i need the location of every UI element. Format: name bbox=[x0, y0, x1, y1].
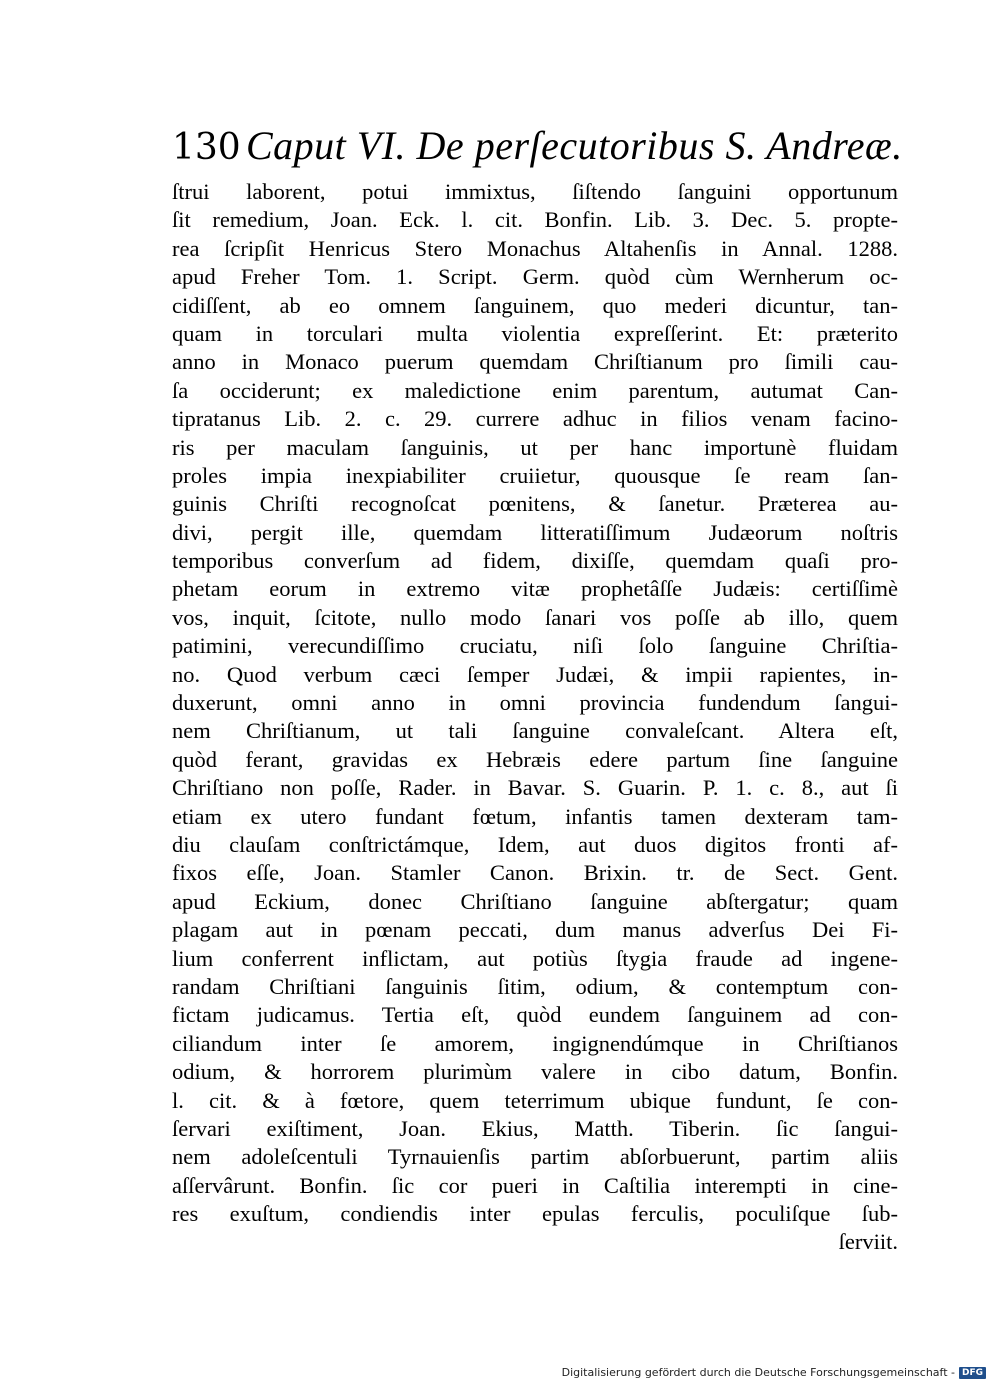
text-line: aſſervârunt. Bonfin. ſic cor pueri in Caſtilia interempti in cine- bbox=[172, 1172, 898, 1198]
text-line: ſervari exiſtiment, Joan. Ekius, Matth. Tiberin. ſic ſangui- bbox=[172, 1115, 898, 1141]
page-header bbox=[172, 122, 903, 170]
body-text bbox=[172, 178, 898, 1257]
text-line: apud Eckium, donec Chriſtiano ſanguine abſtergatur; quam bbox=[172, 888, 898, 914]
page-number: 130 bbox=[172, 127, 241, 168]
text-line: guinis Chriſti recognoſcat pœnitens, & ſanetur. Præterea au- bbox=[172, 491, 898, 517]
text-line: apud Freher Tom. 1. Script. Germ. quòd cùm Wernherum oc- bbox=[172, 264, 898, 290]
text-line: divi, pergit ille, quemdam litteratiſſimum Judæorum noſtris bbox=[172, 519, 898, 545]
text-line: patimini, verecundiſſimo cruciatu, niſi ſolo ſanguine Chriſtia- bbox=[172, 633, 898, 659]
text-line: quòd ferant, gravidas ex Hebræis edere partum ſine ſanguine bbox=[172, 746, 898, 772]
text-line: nem Chriſtianum, ut tali ſanguine convaleſcant. Altera eſt, bbox=[172, 718, 898, 744]
text-line: diu clauſam conſtrictámque, Idem, aut duos digitos fronti af- bbox=[172, 831, 898, 857]
text-line: quam in torculari multa violentia expreſſerint. Et: præterito bbox=[172, 320, 898, 346]
text-line: no. Quod verbum cæci ſemper Judæi, & impii rapientes, in- bbox=[172, 661, 898, 687]
text-line: vos, inquit, ſcitote, nullo modo ſanari vos poſſe ab illo, quem bbox=[172, 604, 898, 630]
text-line: rea ſcripſit Henricus Stero Monachus Altahenſis in Annal. 1288. bbox=[172, 235, 898, 261]
text-line: plagam aut in pœnam peccati, dum manus adverſus Dei Fi- bbox=[172, 917, 898, 943]
text-line: tipratanus Lib. 2. c. 29. currere adhuc in filios venam facino- bbox=[172, 406, 898, 432]
text-line: temporibus converſum ad fidem, dixiſſe, quemdam quaſi pro- bbox=[172, 548, 898, 574]
text-line: ſa occiderunt; ex maledictione enim parentum, autumat Can- bbox=[172, 377, 898, 403]
text-line: odium, & horrorem plurimùm valere in cibo datum, Bonfin. bbox=[172, 1059, 898, 1085]
text-line: res exuſtum, condiendis inter epulas ferculis, poculiſque ſub- bbox=[172, 1201, 898, 1227]
text-line: proles impia inexpiabiliter cruiietur, quousque ſe ream ſan- bbox=[172, 462, 898, 488]
text-line: phetam eorum in extremo vitæ prophetâſſe Judæis: certiſſimè bbox=[172, 576, 898, 602]
text-line: ciliandum inter ſe amorem, ingignendúmque in Chriſtianos bbox=[172, 1030, 898, 1056]
text-line: l. cit. & à fœtore, quem teterrimum ubique fundunt, ſe con- bbox=[172, 1087, 898, 1113]
text-line: ſerviit. bbox=[838, 1229, 898, 1255]
text-line: etiam ex utero fundant fœtum, infantis tamen dexteram tam- bbox=[172, 803, 898, 829]
text-line: lium conferrent inflictam, aut potiùs ſtygia fraude ad ingene- bbox=[172, 945, 898, 971]
text-line: fictam judicamus. Tertia eſt, quòd eundem ſanguinem ad con- bbox=[172, 1002, 898, 1028]
dfg-logo: DFG bbox=[959, 1367, 986, 1379]
text-line: duxerunt, omni anno in omni provincia fundendum ſangui- bbox=[172, 690, 898, 716]
text-line: ſtrui laborent, potui immixtus, ſiſtendo ſanguini opportunum bbox=[172, 179, 898, 204]
text-line: ſit remedium, Joan. Eck. l. cit. Bonfin. Lib. 3. Dec. 5. propte- bbox=[172, 207, 898, 233]
text-line: Chriſtiano non poſſe, Rader. in Bavar. S. Guarin. P. 1. c. 8., aut ſi bbox=[172, 775, 898, 801]
text-line: cidiſſent, ab eo omnem ſanguinem, quo mederi dicuntur, tan- bbox=[172, 292, 898, 318]
footer-text: Digitalisierung gefördert durch die Deutsche Forschungsgemeinschaft - bbox=[561, 1366, 955, 1379]
text-line: fixos eſſe, Joan. Stamler Canon. Brixin. tr. de Sect. Gent. bbox=[172, 860, 898, 886]
text-line: anno in Monaco puerum quemdam Chriſtianum pro ſimili cau- bbox=[172, 349, 898, 375]
text-line: randam Chriſtiani ſanguinis ſitim, odium, & contemptum con- bbox=[172, 973, 898, 999]
footer bbox=[562, 1366, 986, 1379]
text-line: ris per maculam ſanguinis, ut per hanc importunè fluidam bbox=[172, 434, 898, 460]
text-line: nem adoleſcentuli Tyrnauienſis partim abſorbuerunt, partim aliis bbox=[172, 1144, 898, 1170]
running-title: Caput VI. De perſecutoribus S. Andreæ. bbox=[246, 123, 903, 168]
